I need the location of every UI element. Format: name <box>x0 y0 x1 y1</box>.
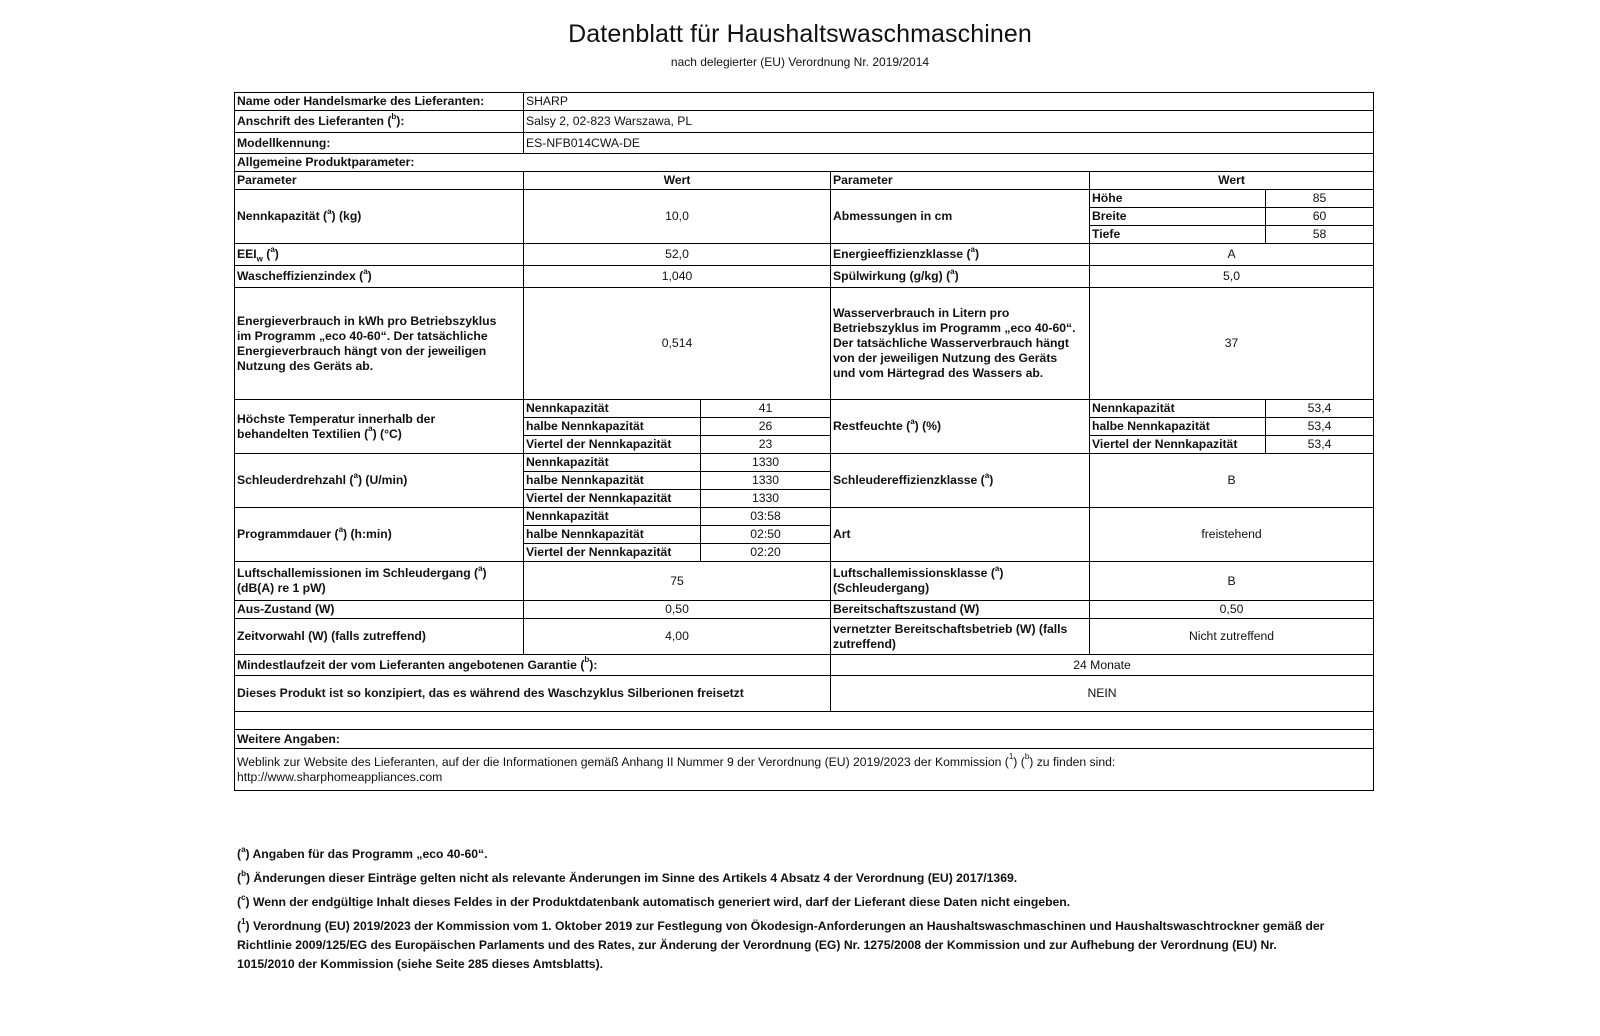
delay-start-value: 4,00 <box>524 619 831 655</box>
moisture-label: Restfeuchte ($^a$) (%) <box>831 400 1090 454</box>
wash-index-label: Wascheffizienzindex ($^a$) <box>235 266 524 288</box>
capacity-label: Nennkapazität ($^a$) (kg) <box>235 190 524 244</box>
model-row <box>235 133 1374 154</box>
wash-index-row <box>235 266 1374 288</box>
footnote-c: ($^c$) Wenn der endgültige Inhalt dieses Feldes in der Produktdatenbank automatisch generiert wird, darf der Lieferant diese Daten nicht eingeben. <box>237 892 1071 909</box>
weblink-cell: Weblink zur Website des Lieferanten, auf der die Informationen gemäß Anhang II Nummer 9 der Verordnung (EU) 2019/2023 der Kommission ($^1$) ($^b$) zu finden sind: http://www.sharphomeappliances.com <box>235 749 1374 791</box>
eei-row <box>235 244 1374 266</box>
silver-ions-value: NEIN <box>831 676 1374 712</box>
duration-half-value: 02:50 <box>701 526 831 544</box>
temp-row-1 <box>235 400 1374 418</box>
spin-full-value: 1330 <box>701 454 831 472</box>
temperature-full-value: 41 <box>701 400 831 418</box>
duration-full-value: 03:58 <box>701 508 831 526</box>
supplier-address-label: Anschrift des Lieferanten ($^b$): <box>235 111 524 133</box>
power-row <box>235 601 1374 619</box>
delay-row <box>235 619 1374 655</box>
spin-half-value: 1330 <box>701 472 831 490</box>
water-consumption-value: 37 <box>1090 288 1374 400</box>
energy-class-label: Energieeffizienzklasse ($^a$) <box>831 244 1090 266</box>
energy-water-row <box>235 288 1374 400</box>
value-header-left: Wert <box>524 172 831 190</box>
footnotes <box>237 845 1367 979</box>
general-params-row <box>235 154 1374 172</box>
model-label: Modellkennung: <box>235 133 524 154</box>
temperature-full-label: Nennkapazität <box>524 400 701 418</box>
value-header-right: Wert <box>1090 172 1374 190</box>
model-value: ES-NFB014CWA-DE <box>524 133 1374 154</box>
general-params-label: Allgemeine Produktparameter: <box>235 154 1374 172</box>
off-mode-value: 0,50 <box>524 601 831 619</box>
temperature-label: Höchste Temperatur innerhalb der behandelten Textilien ($^a$) (°C) <box>235 400 524 454</box>
duration-row-1 <box>235 508 1374 526</box>
height-value: 85 <box>1266 190 1374 208</box>
supplier-address-row <box>235 111 1374 133</box>
standby-label: Bereitschaftszustand (W) <box>831 601 1090 619</box>
temperature-quarter-value: 23 <box>701 436 831 454</box>
energy-consumption-label: Energieverbrauch in kWh pro Betriebszyklus im Programm „eco 40-60“. Der tatsächliche Energieverbrauch hängt von der jeweiligen Nutzung des Geräts ab. <box>235 288 524 400</box>
duration-quarter-label: Viertel der Nennkapazität <box>524 544 701 562</box>
footnote-a: ($^a$) Angaben für das Programm „eco 40-60“. <box>237 844 488 861</box>
energy-class-value: A <box>1090 244 1374 266</box>
spin-row-1 <box>235 454 1374 472</box>
supplier-name-label: Name oder Handelsmarke des Lieferanten: <box>235 93 524 111</box>
page-title: Datenblatt für Haushaltswaschmaschinen <box>568 20 1032 48</box>
width-label: Breite <box>1090 208 1266 226</box>
param-header-left: Parameter <box>235 172 524 190</box>
header-row <box>235 172 1374 190</box>
duration-quarter-value: 02:20 <box>701 544 831 562</box>
duration-label: Programmdauer ($^a$) (h:min) <box>235 508 524 562</box>
spin-full-label: Nennkapazität <box>524 454 701 472</box>
supplier-name-row <box>235 93 1374 111</box>
eei-label: $EEI_w$ ($^a$) <box>235 244 524 266</box>
moisture-full-value: 53,4 <box>1266 400 1374 418</box>
spin-class-value: B <box>1090 454 1374 508</box>
noise-class-value: B <box>1090 562 1374 601</box>
off-mode-label: Aus-Zustand (W) <box>235 601 524 619</box>
noise-class-label: Luftschallemissionsklasse ($^a$) (Schleudergang) <box>831 562 1090 601</box>
rinse-label: Spülwirkung (g/kg) ($^a$) <box>831 266 1090 288</box>
height-label: Höhe <box>1090 190 1266 208</box>
standby-value: 0,50 <box>1090 601 1374 619</box>
networked-standby-value: Nicht zutreffend <box>1090 619 1374 655</box>
spin-half-label: halbe Nennkapazität <box>524 472 701 490</box>
guarantee-label: Mindestlaufzeit der vom Lieferanten angebotenen Garantie ($^b$): <box>235 655 831 676</box>
temperature-quarter-label: Viertel der Nennkapazität <box>524 436 701 454</box>
supplier-name-value: SHARP <box>524 93 1374 111</box>
empty-row <box>235 712 1374 730</box>
dimensions-label: Abmessungen in cm <box>831 190 1090 244</box>
wash-index-value: 1,040 <box>524 266 831 288</box>
more-info-row <box>235 730 1374 749</box>
silver-ions-label: Dieses Produkt ist so konzipiert, das es während des Waschzyklus Silberionen freisetzt <box>235 676 831 712</box>
empty-cell <box>235 712 1374 730</box>
temperature-half-label: halbe Nennkapazität <box>524 418 701 436</box>
eei-value: 52,0 <box>524 244 831 266</box>
moisture-half-label: halbe Nennkapazität <box>1090 418 1266 436</box>
supplier-address-value: Salsy 2, 02-823 Warszawa, PL <box>524 111 1374 133</box>
page-subtitle: nach delegierter (EU) Verordnung Nr. 2019/2014 <box>670 55 930 69</box>
guarantee-value: 24 Monate <box>831 655 1374 676</box>
guarantee-row <box>235 655 1374 676</box>
temperature-half-value: 26 <box>701 418 831 436</box>
footnote-1: ($^1$) Verordnung (EU) 2019/2023 der Kommission vom 1. Oktober 2019 zur Festlegung von Ökodesign-Anforderungen an Haushaltswaschmaschinen und Haushaltswaschtrockner gemäß der Richtlinie 2009/125/EG des Europäischen Parlaments und des Rates, zur Änderung der Verordnung (EG) Nr. 1275/2008 der Kommission und zur Aufhebung der Verordnung (EU) Nr. 1015/2010 der Kommission (siehe Seite 285 dieses Amtsblatts). <box>237 916 1325 971</box>
param-header-right: Parameter <box>831 172 1090 190</box>
duration-full-label: Nennkapazität <box>524 508 701 526</box>
type-label: Art <box>831 508 1090 562</box>
delay-start-label: Zeitvorwahl (W) (falls zutreffend) <box>235 619 524 655</box>
more-info-label: Weitere Angaben: <box>235 730 1374 749</box>
depth-value: 58 <box>1266 226 1374 244</box>
spin-quarter-label: Viertel der Nennkapazität <box>524 490 701 508</box>
capacity-value: 10,0 <box>524 190 831 244</box>
moisture-quarter-value: 53,4 <box>1266 436 1374 454</box>
noise-value: 75 <box>524 562 831 601</box>
spin-quarter-value: 1330 <box>701 490 831 508</box>
noise-row <box>235 562 1374 601</box>
spin-class-label: Schleudereffizienzklasse ($^a$) <box>831 454 1090 508</box>
width-value: 60 <box>1266 208 1374 226</box>
supplier-weblink[interactable]: http://www.sharphomeappliances.com <box>237 769 443 784</box>
datasheet-table <box>234 92 1374 791</box>
spin-speed-label: Schleuderdrehzahl ($^a$) (U/min) <box>235 454 524 508</box>
silver-row <box>235 676 1374 712</box>
energy-consumption-value: 0,514 <box>524 288 831 400</box>
depth-label: Tiefe <box>1090 226 1266 244</box>
type-value: freistehend <box>1090 508 1374 562</box>
noise-label: Luftschallemissionen im Schleudergang ($^a$) (dB(A) re 1 pW) <box>235 562 524 601</box>
water-consumption-label: Wasserverbrauch in Litern pro Betriebszyklus im Programm „eco 40-60“. Der tatsächliche Wasserverbrauch hängt von der jeweiligen Nutzung des Geräts und vom Härtegrad des Wassers ab. <box>831 288 1090 400</box>
rinse-value: 5,0 <box>1090 266 1374 288</box>
weblink-row <box>235 749 1374 791</box>
networked-standby-label: vernetzter Bereitschaftsbetrieb (W) (falls zutreffend) <box>831 619 1090 655</box>
moisture-half-value: 53,4 <box>1266 418 1374 436</box>
moisture-quarter-label: Viertel der Nennkapazität <box>1090 436 1266 454</box>
capacity-dims-row-1 <box>235 190 1374 208</box>
moisture-full-label: Nennkapazität <box>1090 400 1266 418</box>
duration-half-label: halbe Nennkapazität <box>524 526 701 544</box>
footnote-b: ($^b$) Änderungen dieser Einträge gelten nicht als relevante Änderungen im Sinne des Artikels 4 Absatz 4 der Verordnung (EU) 2017/1369. <box>237 868 1018 885</box>
